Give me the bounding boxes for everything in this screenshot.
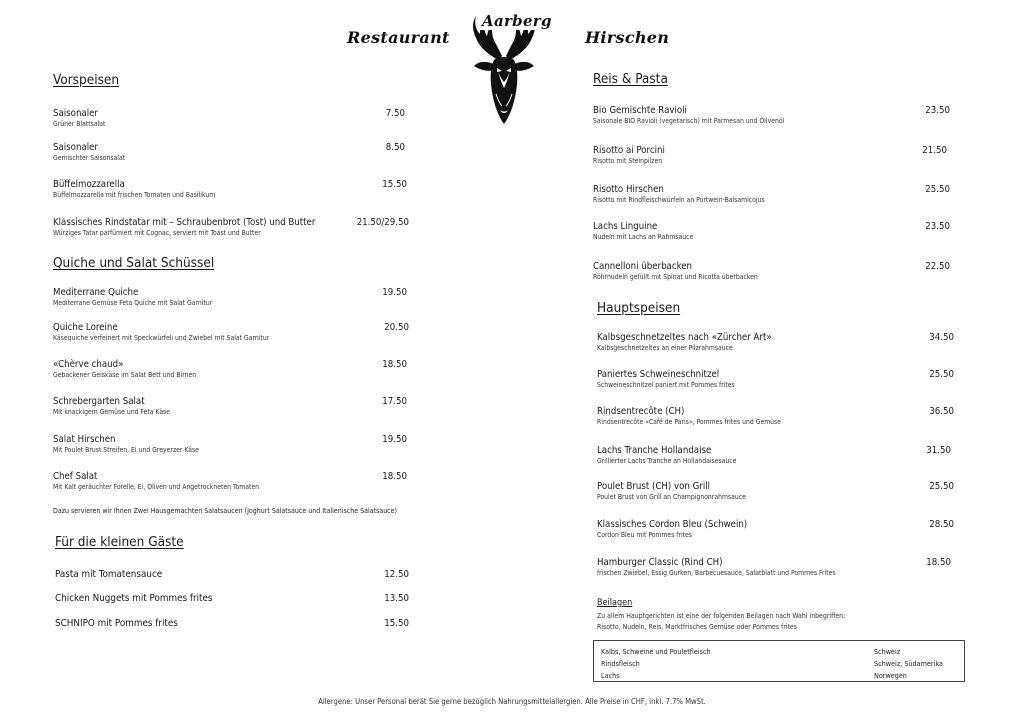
item-price: 25.50 <box>929 481 954 492</box>
menu-item <box>597 332 772 353</box>
beilagen-line: Zu allem Hauptgerichten ist eine der folgenden Beilagen nach Wahl inbegriffen: <box>597 612 846 620</box>
item-desc: Gemischter Saisonsalat <box>53 154 126 162</box>
origin-country: Schweiz, Südamerika <box>874 659 943 668</box>
item-price: 19.50 <box>382 434 407 445</box>
item-name: SCHNIPO mit Pommes frites <box>55 618 178 629</box>
item-price: 15.50 <box>382 179 407 190</box>
menu-item <box>53 471 259 492</box>
item-name: Risotto ai Porcini <box>593 145 665 156</box>
item-price: 28.50 <box>929 519 954 530</box>
item-price: 25.50 <box>925 184 950 195</box>
menu-item <box>53 142 125 163</box>
meat-origin-table <box>593 640 965 682</box>
menu-item <box>597 557 836 578</box>
item-price: 23.50 <box>925 105 950 116</box>
item-desc: Käsequiche verfeinert mit Speckwürfeli und Zwiebel mit Salat Garnitur <box>53 334 270 342</box>
allergen-footer: Allergene: Unser Personal berät Sie gerne bezüglich Nahrungsmittelallergien. Alle Preise in CHF, inkl. 7.7% MwSt. <box>318 697 706 706</box>
item-name: Poulet Brust (CH) von Grill <box>597 481 711 492</box>
item-price: 21.50 <box>922 145 947 156</box>
item-name: Quiche Loreine <box>53 322 118 333</box>
item-price: 18.50 <box>382 359 407 370</box>
item-desc: Kalbsgeschnetzeltes an einer Pilzrahmsauce <box>597 344 733 352</box>
beilagen-title: Beilagen <box>597 598 633 608</box>
item-name: «Chèrve chaud» <box>53 359 124 370</box>
beilagen-line: Risotto, Nudeln, Reis, Marktfrisches Gemüse oder Pommes frites <box>597 623 797 631</box>
item-price: 8.50 <box>385 142 405 153</box>
item-name: Lachs Linguine <box>593 221 658 232</box>
origin-meat: Lachs <box>601 671 620 680</box>
item-price: 18.50 <box>382 471 407 482</box>
item-name: Hamburger Classic (Rind CH) <box>597 557 723 568</box>
menu-item <box>597 481 746 502</box>
origin-meat: Kalbs, Schweine und Pouletfleisch <box>601 647 711 656</box>
logo-text: Aarberg <box>482 12 552 30</box>
menu-item <box>597 519 747 540</box>
item-name: Kalbsgeschnetzeltes nach «Zürcher Art» <box>597 332 772 343</box>
item-price: 25.50 <box>929 369 954 380</box>
restaurant-word: Restaurant <box>347 28 450 47</box>
item-name: Büffelmozzarella <box>53 179 125 190</box>
item-price: 23.50 <box>925 221 950 232</box>
item-price: 19.50 <box>382 287 407 298</box>
item-name: Pasta mit Tomatensauce <box>55 569 163 580</box>
item-desc: Röhrnudeln gefüllt mit Spinat und Ricotta überbacken <box>593 273 758 281</box>
item-name: Salat Hirschen <box>53 434 116 445</box>
item-desc: Risotto mit Rindfleischwürfeln an Portwein-Balsamicojus <box>593 196 765 204</box>
item-price: 18.50 <box>926 557 951 568</box>
item-name: Chicken Nuggets mit Pommes frites <box>55 593 213 604</box>
item-name: Saisonaler <box>53 142 98 153</box>
section-title-vorspeisen: Vorspeisen <box>53 72 120 88</box>
menu-item <box>55 618 178 630</box>
section-title-quiche: Quiche und Salat Schüssel <box>53 255 215 271</box>
hirschen-word: Hirschen <box>585 28 670 47</box>
menu-item <box>597 406 781 427</box>
item-desc: Mit knackigem Gemüse und Feta Käse <box>53 408 171 416</box>
menu-item <box>593 105 784 126</box>
item-desc: Mediterrane Gemüse Feta Quiche mit Salat Garnitur <box>53 299 213 307</box>
menu-item <box>593 184 765 205</box>
menu-item <box>53 179 215 200</box>
menu-item <box>593 221 693 242</box>
item-price: 31.50 <box>926 445 951 456</box>
menu-item <box>597 445 736 466</box>
item-name: Schrebergarten Salat <box>53 396 145 407</box>
item-name: Mediterrane Quiche <box>53 287 139 298</box>
item-desc: Gebackener Geiskäse im Salat Bett und Birnen <box>53 371 197 379</box>
item-price: 13.50 <box>384 593 409 604</box>
menu-item <box>597 369 735 390</box>
origin-country: Schweiz <box>874 647 901 656</box>
section-title-kinder: Für die kleinen Gäste <box>55 534 184 550</box>
menu-item <box>55 569 162 581</box>
item-name: Chef Salat <box>53 471 98 482</box>
origin-country: Norwegen <box>874 671 907 680</box>
item-name: Bio Gemischte Ravioli <box>593 105 687 116</box>
item-desc: Risotto mit Steinpilzen <box>593 157 663 165</box>
menu-item <box>593 145 665 166</box>
item-price: 34.50 <box>929 332 954 343</box>
section-title-reis-pasta: Reis & Pasta <box>593 71 668 87</box>
item-desc: frischen Zwiebel, Essig Gurken, Barbecuesauce, Salatblatt und Pommes Frites <box>597 569 836 577</box>
item-desc: Grillierter Lachs Tranche an Hollandaisesauce <box>597 457 737 465</box>
origin-meat: Rindsfleisch <box>601 659 640 668</box>
menu-item <box>53 287 212 308</box>
item-name: Klassisches Cordon Bleu (Schwein) <box>597 519 748 530</box>
item-desc: Poulet Brust von Grill an Champignonrahmsauce <box>597 493 746 501</box>
item-price: 12.50 <box>384 569 409 580</box>
menu-item <box>53 322 269 343</box>
item-name: Paniertes Schweineschnitzel <box>597 369 720 380</box>
item-name: Rindsentrecôte (CH) <box>597 406 685 417</box>
menu-item <box>53 434 199 455</box>
item-desc: Rindsentrecôte «Café de Paris», Pommes frites und Gemüse <box>597 418 781 426</box>
item-name: Klassisches Rindstatar mit – Schraubenbrot (Tost) und Butter <box>53 217 316 228</box>
item-price: 22.50 <box>925 261 950 272</box>
item-desc: Mit Kalt geräuchter Forelle, Ei, Oliven und Angetrockneten Tomaten <box>53 483 260 491</box>
menu-item <box>53 396 170 417</box>
menu-item <box>53 359 196 380</box>
item-desc: Grüner Blattsalat <box>53 120 106 128</box>
menu-item <box>593 261 758 282</box>
item-price: 17.50 <box>382 396 407 407</box>
item-price: 7.50 <box>385 108 405 119</box>
menu-item <box>53 108 105 129</box>
item-desc: Nudeln mit Lachs an Rahmsauce <box>593 233 694 241</box>
item-desc: Cordon Bleu mit Pommes frites <box>597 531 693 539</box>
item-name: Lachs Tranche Hollandaise <box>597 445 712 456</box>
salad-sauce-note: Dazu servieren wir Ihnen Zwei Hausgemachten Salatsaucen (Joghurt Salatsauce und Italienische Salatsauce) <box>53 507 397 515</box>
item-desc: Saisonale BIO Ravioli (vegetarisch) mit Parmesan und Olivenöl <box>593 117 785 125</box>
item-desc: Büffelmozzarella mit frischen Tomaten und Basilikum <box>53 191 216 199</box>
item-desc: Mit Poulet Brust Streifen, Ei und Greyerzer Käse <box>53 446 199 454</box>
item-name: Saisonaler <box>53 108 98 119</box>
item-name: Risotto Hirschen <box>593 184 664 195</box>
menu-item <box>55 593 213 605</box>
menu-item <box>53 217 315 238</box>
item-desc: Schweineschnitzel paniert mit Pommes frites <box>597 381 735 389</box>
item-price: 20.50 <box>384 322 409 333</box>
item-price: 21.50/29.50 <box>356 217 409 228</box>
item-price: 15.50 <box>384 618 409 629</box>
item-name: Cannelloni überbacken <box>593 261 693 272</box>
logo <box>458 8 550 126</box>
section-title-hauptspeisen: Hauptspeisen <box>597 300 681 316</box>
item-desc: Würziges Tatar parfümiert mit Cognac, serviert mit Toast und Butter <box>53 229 261 237</box>
item-price: 36.50 <box>929 406 954 417</box>
